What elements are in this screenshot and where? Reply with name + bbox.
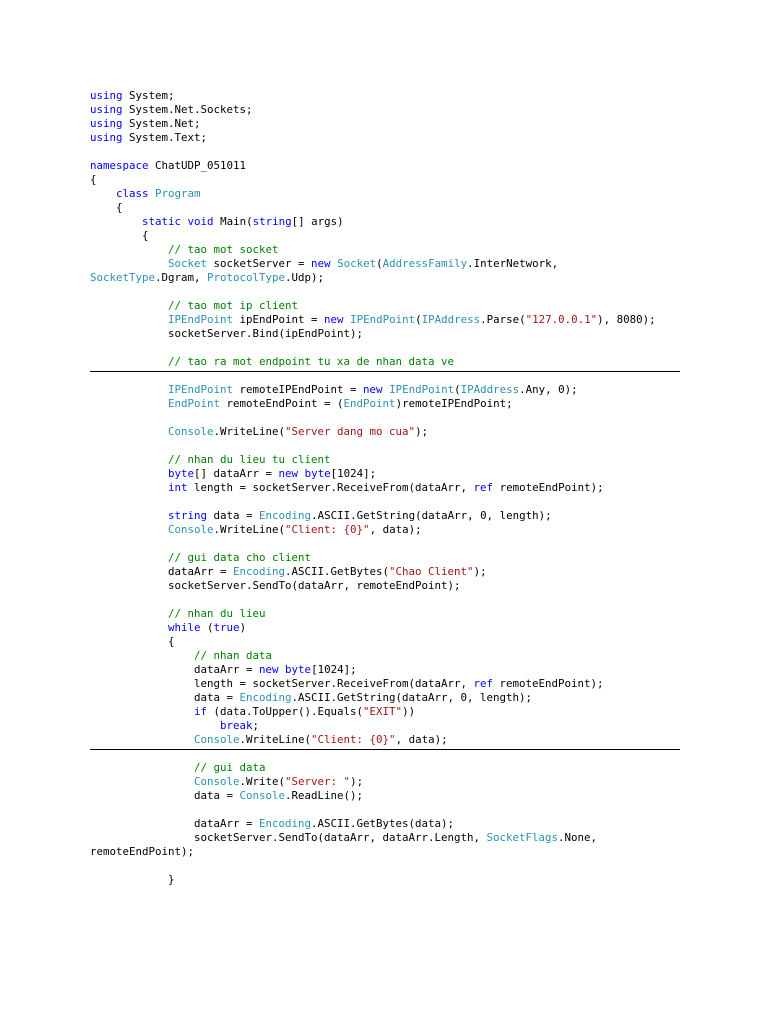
code-text: [1024]; — [311, 663, 357, 676]
code-text: .Write( — [239, 775, 286, 788]
code-type: ProtocolType — [207, 271, 286, 284]
code-keyword: void — [187, 215, 214, 228]
code-text: ( — [454, 383, 461, 396]
code-line — [90, 229, 710, 243]
code-line — [90, 565, 710, 579]
code-type: Console — [194, 775, 240, 788]
code-text: ); — [415, 425, 429, 438]
code-text: System.Net; — [122, 117, 201, 130]
code-line — [90, 789, 710, 803]
code-line — [90, 663, 710, 677]
code-text — [90, 215, 142, 228]
code-type: EndPoint — [168, 397, 221, 410]
code-text: System; — [122, 89, 175, 102]
code-comment: // tao ra mot endpoint tu xa de nhan data ve — [168, 355, 455, 368]
code-text: .ASCII.GetString(dataArr, 0, length); — [311, 509, 552, 522]
code-text: System.Net.Sockets; — [122, 103, 253, 116]
code-line — [90, 831, 710, 845]
code-text — [90, 719, 220, 732]
code-text: dataArr = — [90, 663, 260, 676]
code-line — [90, 327, 710, 341]
code-line — [90, 607, 710, 621]
code-text — [90, 383, 168, 396]
code-keyword: using — [90, 89, 123, 102]
code-type: Encoding — [259, 817, 312, 830]
code-type: Encoding — [259, 509, 312, 522]
code-text: Main( — [213, 215, 253, 228]
code-keyword: byte — [168, 467, 195, 480]
code-line — [90, 257, 710, 271]
code-text — [90, 481, 168, 494]
code-line — [90, 285, 710, 299]
code-text: remoteEndPoint); — [493, 677, 604, 690]
code-line — [90, 537, 710, 551]
code-text: [] dataArr = — [194, 467, 279, 480]
code-text — [90, 299, 168, 312]
code-string: "127.0.0.1" — [525, 313, 598, 326]
code-keyword: true — [213, 621, 240, 634]
code-line — [90, 775, 710, 789]
code-text: ; — [252, 719, 260, 732]
code-line — [90, 173, 710, 187]
code-line — [90, 817, 710, 831]
code-type: AddressFamily — [382, 257, 468, 270]
page-divider — [90, 749, 680, 750]
code-line — [90, 481, 710, 495]
code-type: IPEndPoint — [389, 383, 455, 396]
code-comment: // nhan data — [194, 649, 273, 662]
code-line — [90, 355, 710, 369]
code-text: remoteEndPoint); — [493, 481, 604, 494]
code-text: [1024]; — [330, 467, 377, 480]
code-line — [90, 411, 710, 425]
code-line — [90, 201, 710, 215]
code-text: remoteIPEndPoint = — [233, 383, 364, 396]
code-text: .ReadLine(); — [285, 789, 364, 802]
code-line — [90, 425, 710, 439]
code-type: IPEndPoint — [350, 313, 416, 326]
code-keyword: string — [252, 215, 292, 228]
code-keyword: new — [324, 313, 344, 326]
code-line — [90, 761, 710, 775]
code-line — [90, 89, 710, 103]
code-keyword: string — [168, 509, 208, 522]
code-keyword: new — [259, 663, 279, 676]
code-text: ); — [350, 775, 364, 788]
code-type: SocketFlags — [486, 831, 559, 844]
code-text — [90, 607, 168, 620]
code-type: IPEndPoint — [168, 383, 234, 396]
code-text: [] args) — [291, 215, 344, 228]
code-text: { — [90, 229, 149, 242]
code-keyword: static — [142, 215, 182, 228]
code-text: )) — [402, 705, 416, 718]
code-text: .WriteLine( — [239, 733, 312, 746]
code-type: Console — [168, 425, 214, 438]
code-text: .WriteLine( — [213, 523, 286, 536]
code-type: IPAddress — [460, 383, 520, 396]
code-keyword: class — [116, 187, 149, 200]
code-comment: // gui data cho client — [168, 551, 312, 564]
code-keyword: using — [90, 117, 123, 130]
code-line — [90, 145, 710, 159]
code-line — [90, 271, 710, 285]
code-text: ( — [200, 621, 214, 634]
code-keyword: while — [168, 621, 201, 634]
code-line — [90, 299, 710, 313]
code-line — [90, 523, 710, 537]
code-keyword: using — [90, 103, 123, 116]
code-line — [90, 495, 710, 509]
code-text — [90, 467, 168, 480]
code-keyword: break — [220, 719, 253, 732]
code-line — [90, 439, 710, 453]
code-line — [90, 677, 710, 691]
code-text: ); — [473, 565, 487, 578]
code-text — [90, 523, 168, 536]
code-text: (data.ToUpper().Equals( — [207, 705, 364, 718]
code-keyword: byte — [304, 467, 331, 480]
code-text — [90, 705, 194, 718]
code-line — [90, 635, 710, 649]
code-line — [90, 579, 710, 593]
code-text: ( — [376, 257, 383, 270]
code-type: SocketType — [90, 271, 156, 284]
code-line — [90, 691, 710, 705]
code-keyword: ref — [473, 481, 494, 494]
code-text: { — [90, 173, 97, 186]
code-comment: // gui data — [194, 761, 266, 774]
code-comment: // tao mot socket — [168, 243, 279, 256]
code-type: IPAddress — [421, 313, 481, 326]
code-line — [90, 397, 710, 411]
code-line — [90, 551, 710, 565]
code-text — [90, 243, 168, 256]
code-text: ) — [239, 621, 247, 634]
code-text — [90, 257, 168, 270]
code-type: Encoding — [233, 565, 286, 578]
code-line — [90, 467, 710, 481]
code-keyword: if — [194, 705, 208, 718]
code-type: Program — [155, 187, 201, 200]
code-keyword: new — [311, 257, 331, 270]
code-text: remoteEndPoint); — [90, 845, 195, 858]
code-text: dataArr = — [90, 565, 234, 578]
code-text: } — [90, 873, 175, 886]
page-divider — [90, 371, 680, 372]
code-text: socketServer = — [207, 257, 312, 270]
code-comment: // nhan du lieu — [168, 607, 266, 620]
code-text: data = — [90, 691, 240, 704]
code-text: socketServer.SendTo(dataArr, dataArr.Length, — [90, 831, 487, 844]
code-text: )remoteIPEndPoint; — [395, 397, 513, 410]
code-document — [90, 89, 710, 887]
code-string: "Server dang mo cua" — [285, 425, 416, 438]
code-text: data = — [207, 509, 260, 522]
code-keyword: using — [90, 131, 123, 144]
code-line — [90, 103, 710, 117]
code-text: .ASCII.GetBytes(data); — [311, 817, 455, 830]
code-text: socketServer.SendTo(dataArr, remoteEndPoint); — [90, 579, 461, 592]
code-text: .WriteLine( — [213, 425, 286, 438]
code-text — [90, 509, 168, 522]
code-line — [90, 341, 710, 355]
code-text: socketServer.Bind(ipEndPoint); — [90, 327, 364, 340]
code-text: .Parse( — [480, 313, 526, 326]
code-text: remoteEndPoint = ( — [220, 397, 344, 410]
code-text — [90, 733, 194, 746]
code-text: .Any, 0); — [519, 383, 578, 396]
code-line — [90, 873, 710, 887]
code-line — [90, 719, 710, 733]
code-type: IPEndPoint — [168, 313, 234, 326]
code-keyword: ref — [473, 677, 494, 690]
code-line — [90, 859, 710, 873]
code-keyword: new — [363, 383, 383, 396]
code-text: { — [90, 635, 175, 648]
code-line — [90, 215, 710, 229]
code-text: , data); — [369, 523, 422, 536]
code-line — [90, 131, 710, 145]
code-text — [90, 453, 168, 466]
code-text: length = socketServer.ReceiveFrom(dataArr, — [90, 677, 474, 690]
code-text: System.Text; — [122, 131, 208, 144]
code-line — [90, 313, 710, 327]
code-text: .ASCII.GetString(dataArr, 0, length); — [291, 691, 533, 704]
code-text: .Udp); — [285, 271, 325, 284]
code-type: EndPoint — [343, 397, 396, 410]
code-type: Socket — [337, 257, 377, 270]
code-text — [90, 551, 168, 564]
code-text: data = — [90, 789, 240, 802]
code-line — [90, 593, 710, 607]
code-line — [90, 117, 710, 131]
code-line — [90, 733, 710, 747]
code-text: { — [90, 201, 123, 214]
code-line — [90, 383, 710, 397]
code-text — [90, 397, 168, 410]
code-text — [90, 775, 194, 788]
code-type: Socket — [168, 257, 208, 270]
code-keyword: namespace — [90, 159, 149, 172]
code-text: , data); — [395, 733, 448, 746]
code-text: length = socketServer.ReceiveFrom(dataArr, — [187, 481, 474, 494]
code-line — [90, 649, 710, 663]
code-text: .Dgram, — [155, 271, 208, 284]
code-string: "Client: {0}" — [311, 733, 396, 746]
code-line — [90, 705, 710, 719]
code-text — [90, 187, 116, 200]
code-line — [90, 509, 710, 523]
code-line — [90, 453, 710, 467]
code-line — [90, 845, 710, 859]
code-text — [90, 761, 194, 774]
code-keyword: byte — [285, 663, 312, 676]
code-string: "Client: {0}" — [285, 523, 370, 536]
code-line — [90, 243, 710, 257]
code-text: ), 8080); — [597, 313, 656, 326]
code-text — [90, 649, 194, 662]
code-text: .None, — [558, 831, 598, 844]
code-type: Console — [239, 789, 286, 802]
code-text: ChatUDP_051011 — [148, 159, 247, 172]
code-text: ( — [415, 313, 422, 326]
code-string: "Chao Client" — [389, 565, 474, 578]
code-comment: // tao mot ip client — [168, 299, 299, 312]
code-line — [90, 803, 710, 817]
code-text — [90, 355, 168, 368]
code-string: "Server: " — [285, 775, 351, 788]
code-text: .InterNetwork, — [467, 257, 559, 270]
code-text: ipEndPoint = — [233, 313, 325, 326]
code-line — [90, 187, 710, 201]
code-line — [90, 159, 710, 173]
code-keyword: int — [168, 481, 188, 494]
code-text: .ASCII.GetBytes( — [285, 565, 390, 578]
code-text — [90, 313, 168, 326]
code-type: Encoding — [239, 691, 292, 704]
code-text — [90, 425, 168, 438]
code-string: "EXIT" — [363, 705, 403, 718]
code-text: dataArr = — [90, 817, 260, 830]
code-type: Console — [168, 523, 214, 536]
code-type: Console — [194, 733, 240, 746]
code-text — [90, 621, 168, 634]
code-keyword: new — [278, 467, 299, 480]
code-line — [90, 621, 710, 635]
code-comment: // nhan du lieu tu client — [168, 453, 331, 466]
